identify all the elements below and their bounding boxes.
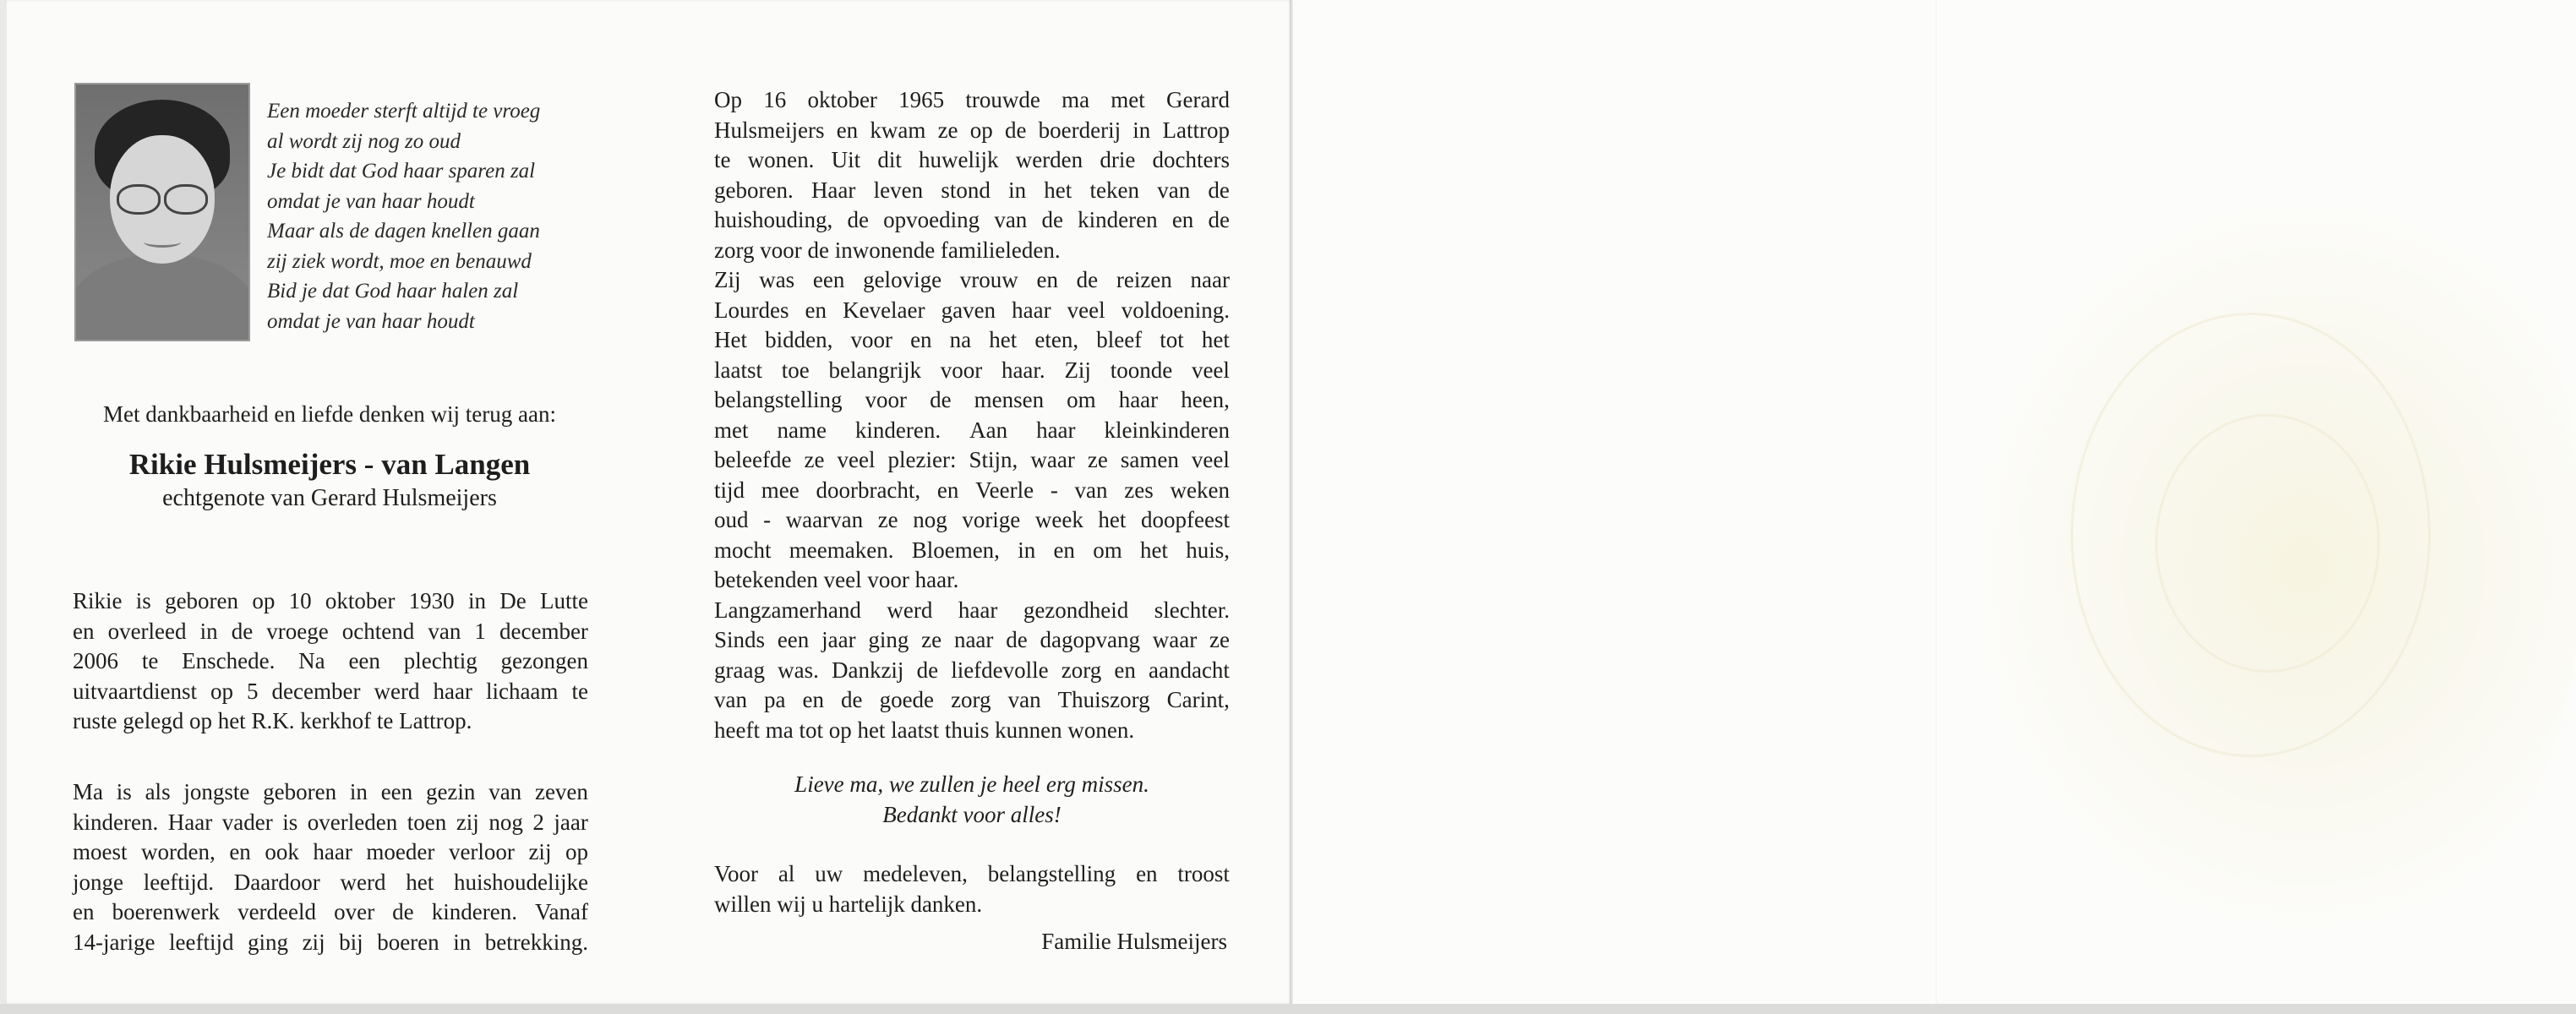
thanks-line: Voor al uw medeleven, belangstelling en troost: [714, 861, 1230, 886]
poem-line: al wordt zij nog zo oud: [267, 129, 461, 153]
poem-line: omdat je van haar houdt: [267, 189, 475, 213]
deceased-name: Rikie Hulsmeijers - van Langen: [128, 448, 531, 481]
paragraph-line: en overleed in de vroege ochtend van 1 december: [73, 618, 588, 644]
poem-line: omdat je van haar houdt: [267, 309, 475, 333]
paragraph-line: zorg voor de inwonende familieleden.: [714, 237, 1061, 263]
poem: [267, 96, 605, 336]
paragraph-line: Rikie is geboren op 10 oktober 1930 in De Lutte: [73, 588, 588, 613]
thanks-line: willen wij u hartelijk danken.: [714, 891, 983, 917]
paragraph-line: mocht meemaken. Bloemen, in en om het huis,: [714, 537, 1230, 563]
paragraph-line: moest worden, en ook haar moeder verloor zij op: [73, 839, 588, 864]
paragraph-line: Zij was een gelovige vrouw en de reizen naar: [714, 267, 1230, 292]
poem-line: zij ziek wordt, moe en benauwd: [267, 249, 532, 273]
paragraph-line: Hulsmeijers en kwam ze op de boerderij in Lattrop: [714, 117, 1230, 143]
paragraph-line: huishouding, de opvoeding van de kinderen en de: [714, 207, 1230, 232]
paragraph-line: uitvaartdienst op 5 december werd haar lichaam te: [73, 678, 588, 704]
paragraph-line: jonge leeftijd. Daardoor werd het huishoudelijke: [73, 869, 588, 895]
paragraph-line: graag was. Dankzij de liefdevolle zorg en aandacht: [714, 657, 1230, 683]
paragraph-line: belangstelling voor de mensen om haar heen,: [714, 387, 1230, 412]
closing-line: Bedankt voor alles!: [882, 802, 1062, 827]
paragraph-line: van pa en de goede zorg van Thuiszorg Carint,: [714, 687, 1230, 712]
spouse-line: echtgenote van Gerard Hulsmeijers: [162, 485, 497, 511]
portrait-photo: [74, 83, 250, 341]
biography-paragraph-3: [714, 85, 1230, 745]
paragraph-line: Sinds een jaar ging ze naar de dagopvang waar ze: [714, 627, 1230, 652]
family-signature: Familie Hulsmeijers: [1041, 929, 1227, 954]
biography-paragraph-2: [73, 777, 588, 957]
paragraph-line: Het bidden, voor en na het eten, bleef tot het: [714, 327, 1230, 352]
paragraph-line: laatst toe belangrijk voor haar. Zij toonde veel: [714, 357, 1230, 383]
paragraph-line: ruste gelegd op het R.K. kerkhof te Lattrop.: [73, 708, 472, 733]
paragraph-line: kinderen. Haar vader is overleden toen zij nog 2 jaar: [73, 809, 588, 835]
back-panel-crease: [1935, 0, 1937, 1004]
closing-line: Lieve ma, we zullen je heel erg missen.: [794, 771, 1149, 797]
paragraph-line: geboren. Haar leven stond in het teken van de: [714, 177, 1230, 203]
paragraph-line: oud - waarvan ze nog vorige week het doopfeest: [714, 507, 1230, 532]
poem-line: Een moeder sterft altijd te vroeg: [267, 100, 541, 123]
paragraph-line: Ma is als jongste geboren in een gezin van zeven: [73, 779, 588, 804]
biography-paragraph-1: [73, 586, 588, 737]
paragraph-line: 14-jarige leeftijd ging zij bij boeren in betrekking.: [73, 929, 588, 955]
paragraph-line: Langzamerhand werd haar gezondheid slechter.: [714, 597, 1230, 623]
intro-text: Met dankbaarheid en liefde denken wij terug aan:: [102, 401, 557, 427]
scan-bottom-edge: [0, 1004, 2576, 1014]
poem-line: Bid je dat God haar halen zal: [267, 280, 519, 303]
paragraph-line: tijd mee doorbracht, en Veerle - van zes weken: [714, 477, 1230, 503]
paragraph-line: te wonen. Uit dit huwelijk werden drie dochters: [714, 147, 1230, 172]
thanks-text: [714, 859, 1230, 919]
paragraph-line: Op 16 oktober 1965 trouwde ma met Gerard: [714, 87, 1230, 112]
paragraph-line: met name kinderen. Aan haar kleinkinderen: [714, 417, 1230, 443]
poem-line: Maar als de dagen knellen gaan: [267, 220, 540, 243]
paragraph-line: heeft ma tot op het laatst thuis kunnen wonen.: [714, 717, 1135, 743]
paragraph-line: betekenden veel voor haar.: [714, 567, 959, 592]
poem-line: Je bidt dat God haar sparen zal: [267, 160, 536, 183]
paragraph-line: Lourdes en Kevelaer gaven haar veel voldoening.: [714, 297, 1230, 323]
closing-words: [714, 769, 1230, 830]
paragraph-line: beleefde ze veel plezier: Stijn, waar ze samen veel: [714, 447, 1230, 472]
paragraph-line: en boerenwerk verdeeld over de kinderen. Vanaf: [73, 899, 588, 924]
paragraph-line: 2006 te Enschede. Na een plechtig gezongen: [73, 648, 588, 673]
